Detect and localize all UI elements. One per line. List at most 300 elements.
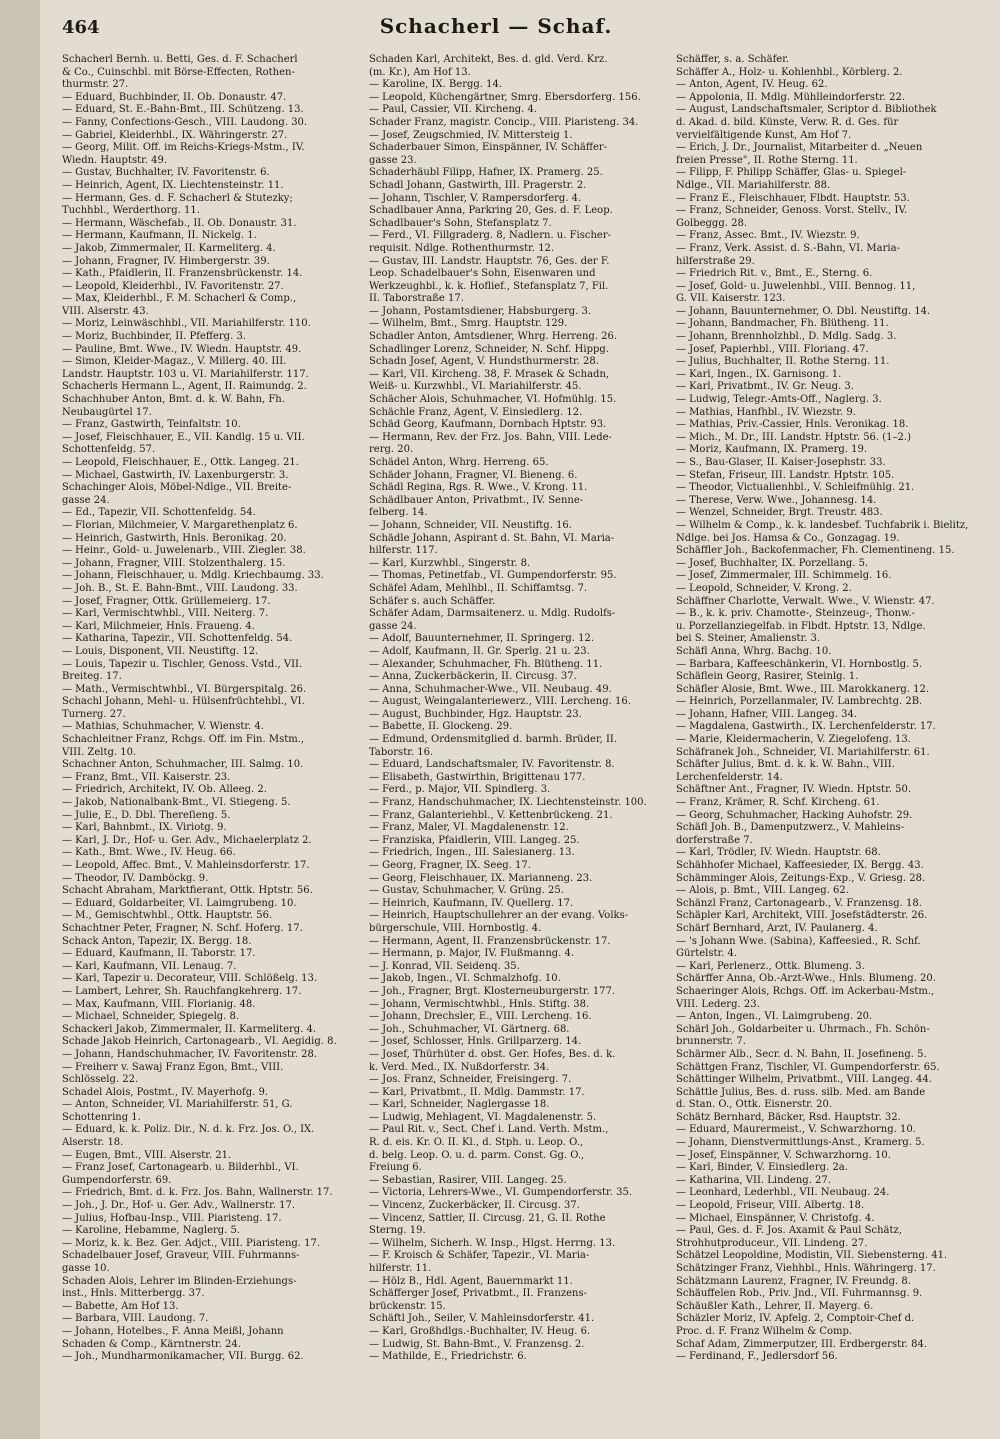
directory-entry-line: — Franz, Galanteriehbl., V. Kettenbrückeng. 21. xyxy=(369,809,613,821)
directory-entry-line: Schäflein Georg, Rasirer, Steinlg. 1. xyxy=(676,671,859,683)
directory-entry-line: Strohhutproduceur., VII. Lindeng. 27. xyxy=(676,1237,868,1249)
directory-entry-line: Weiß- u. Kurzwhbl., VI. Mariahilferstr. 45. xyxy=(369,381,582,393)
directory-entry-line: — Georg, Fragner, IX. Seeg. 17. xyxy=(369,860,531,871)
directory-entry-line: Golbeggg. 28. xyxy=(676,217,747,229)
directory-entry-line: — Leopold, Fleischhauer, E., Ottk. Langeg. 21. xyxy=(62,457,299,468)
directory-entry-line: — Franz, Verk. Assist. d. S.-Bahn, VI. Maria- xyxy=(676,242,900,254)
directory-entry-line: Schäd Georg, Kaufmann, Dornbach Hptstr. 93. xyxy=(369,419,607,431)
directory-entry-line: Schättgen Franz, Tischler, VI. Gumpendorferstr. 65. xyxy=(676,1061,940,1073)
directory-entry-line: — Karoline, IX. Bergg. 14. xyxy=(369,79,503,91)
directory-entry-line: brückenstr. 15. xyxy=(369,1300,446,1312)
directory-entry-line: — Pauline, Bmt. Wwe., IV. Wiedn. Hauptstr. 49. xyxy=(62,343,302,355)
directory-entry-line: — Georg, Fleischhauer, IX. Marianneng. 23. xyxy=(369,872,593,884)
directory-entry-line: Schack Anton, Tapezir, IX. Bergg. 18. xyxy=(62,935,252,947)
directory-entry-line: — Ferd., p. Major, VII. Spindlerg. 3. xyxy=(369,784,551,796)
directory-entry-line: — Franz, Maler, VI. Magdalenenstr. 12. xyxy=(369,822,569,834)
directory-entry-line: — Franz Josef, Cartonagearb. u. Bilderhbl., VI. xyxy=(62,1162,299,1174)
directory-entry-line: Ndlge. bei Jos. Hamsa & Co., Gonzagag. 19. xyxy=(676,532,900,544)
directory-entry-line: Schadl Johann, Gastwirth, III. Pragerstr. 2. xyxy=(369,179,587,191)
directory-entry-line: Schätzmann Laurenz, Fragner, IV. Freundg. 8. xyxy=(676,1275,911,1287)
directory-entry-line: — Eduard, k. k. Poliz. Dir., N. d. k. Frz. Jos. O., IX. xyxy=(62,1124,315,1136)
directory-entry-line: — Moriz, Kaufmann, IX. Pramerg. 19. xyxy=(676,444,868,456)
directory-entry-line: thurmstr. 27. xyxy=(62,79,129,91)
directory-entry-line: d. Stan. O., Ottk. Eisnerstr. 20. xyxy=(676,1099,833,1111)
directory-entry-line: Schächle Franz, Agent, V. Einsiedlerg. 12. xyxy=(369,406,583,418)
directory-entry-line: d. belg. Leop. O. u. d. parm. Const. Gg. O., xyxy=(369,1149,585,1161)
directory-columns xyxy=(62,54,990,1364)
directory-entry-line: Schadelbauer Josef, Graveur, VIII. Fuhrmanns- xyxy=(62,1250,300,1262)
directory-entry-line: — Math., Vermischtwhbl., VI. Bürgerspitalg. 26. xyxy=(62,683,307,695)
directory-entry-line: Schätzel Leopoldine, Modistin, VII. Siebensterng. 41. xyxy=(676,1250,948,1262)
directory-entry-line: — Anton, Schneider, VI. Mariahilferstr. 51, G. xyxy=(62,1099,293,1111)
directory-entry-line: — Anna, Schuhmacher-Wwe., VII. Neubaug. 49. xyxy=(369,683,612,695)
directory-entry-line: — Anton, Ingen., VI. Laimgrubeng. 20. xyxy=(676,1011,873,1023)
directory-entry-line: — Josef, Zimmermaler, III. Schimmelg. 16. xyxy=(676,570,892,582)
directory-entry-line: Schachinger Alois, Möbel-Ndlge., VII. Breite- xyxy=(62,482,292,494)
directory-entry-line: — Hermann, Kaufmann, II. Nickelg. 1. xyxy=(62,230,257,242)
directory-entry-line: — Eduard, Goldarbeiter, VI. Laimgrubeng. 10. xyxy=(62,897,297,909)
page-gutter xyxy=(0,0,40,1439)
directory-entry-line: — Moriz, Leinwäschhbl., VII. Mariahilferstr. 110. xyxy=(62,318,311,330)
directory-entry-line: Schärl Joh., Goldarbeiter u. Uhrmach., Fh. Schön- xyxy=(676,1023,930,1035)
directory-entry-line: — Victoria, Lehrers-Wwe., VI. Gumpendorferstr. 35. xyxy=(369,1187,632,1199)
directory-entry-line: bürgerschule, VIII. Hornbostlg. 4. xyxy=(369,922,542,934)
directory-entry-line: — Heinrich, Agent, IX. Liechtensteinstr. 11. xyxy=(62,179,284,191)
directory-entry-line: — Moriz, Buchbinder, II. Pfefferg. 3. xyxy=(62,331,246,343)
directory-entry-line: Schaderbauer Simon, Einspänner, IV. Schäffer- xyxy=(369,142,608,154)
directory-entry-line: VIII. Alserstr. 43. xyxy=(62,305,149,317)
directory-entry-line: — Wenzel, Schneider, Brgt. Treustr. 483. xyxy=(676,507,883,519)
directory-entry-line: — Lambert, Lehrer, Sh. Rauchfangkehrerg. 17. xyxy=(62,985,302,997)
directory-entry-line: — Fanny, Confections-Gesch., VIII. Laudong. 30. xyxy=(62,116,308,128)
directory-entry-line: Schaf Adam, Zimmerputzer, III. Erdbergerstr. 84. xyxy=(676,1338,928,1350)
directory-entry-line: Schäfel Adam, Mehlhbl., II. Schiffamtsg. 7. xyxy=(369,582,587,594)
directory-entry-line: — Joh., J. Dr., Hof- u. Ger. Adv., Wallnerstr. 17. xyxy=(62,1200,296,1212)
directory-entry-line: — Hermann, Agent, II. Franzensbrückenstr. 17. xyxy=(369,935,611,947)
directory-entry-line: — Johann, Hafner, VIII. Langeg. 34. xyxy=(676,708,858,720)
directory-entry-line: Gürtelstr. 4. xyxy=(676,948,738,960)
directory-entry-line: Schänzl Franz, Cartonagearb., V. Franzensg. 18. xyxy=(676,897,922,909)
directory-entry-line: Schachtner Peter, Fragner, N. Schf. Hoferg. 17. xyxy=(62,922,303,934)
directory-entry-line: Schadel Alois, Postmt., IV. Mayerhofg. 9. xyxy=(62,1086,269,1098)
directory-entry-line: — Johann, Schneider, VII. Neustiftg. 16. xyxy=(369,519,572,531)
directory-entry-line: — Eduard, Maurermeist., V. Schwarzhorng. 10. xyxy=(676,1124,916,1136)
directory-entry-line: — Josef, Fleischhauer, E., VII. Kandlg. 15 u. VII. xyxy=(62,431,305,443)
directory-entry-line: — Leopold, Friseur, VIII. Albertg. 18. xyxy=(676,1200,865,1212)
directory-entry-line: — Vincenz, Sattler, II. Circusg. 21, G. II. Rothe xyxy=(369,1212,606,1224)
directory-entry-line: — August, Buchbinder, Hgz. Hauptstr. 23. xyxy=(369,708,582,720)
column-3 xyxy=(676,54,977,1364)
directory-entry-line: — Heinrich, Porzellanmaler, IV. Lambrechtg. 2B. xyxy=(676,696,923,708)
directory-entry-line: — Louis, Tapezir u. Tischler, Genoss. Vstd., VII. xyxy=(62,658,303,670)
directory-entry-line: — M., Gemischtwhbl., Ottk. Hauptstr. 56. xyxy=(62,910,273,922)
directory-entry-line: — J. Konrad, VII. Seidenq. 35. xyxy=(369,960,520,972)
directory-entry-line: Schacherl Bernh. u. Betti, Ges. d. F. Schacherl xyxy=(62,54,298,65)
directory-entry-line: Gumpendorferstr. 69. xyxy=(62,1174,172,1186)
directory-entry-line: — Mathias, Priv.-Cassier, Hnls. Veronikag. 18. xyxy=(676,419,909,431)
directory-entry-line: — Friedrich Rit. v., Bmt., E., Sterng. 6. xyxy=(676,268,873,280)
directory-entry-line: Ndlge., VII. Mariahilferstr. 88. xyxy=(676,179,831,191)
directory-entry-line: hilferstr. 11. xyxy=(369,1263,432,1274)
directory-entry-line: — Karl, Bahnbmt., IX. Viriotg. 9. xyxy=(62,822,227,834)
directory-entry-line: — F. Kroisch & Schäfer, Tapezir., VI. Maria- xyxy=(369,1250,590,1262)
directory-entry-line: — Marie, Kleidermacherin, V. Ziegelofeng. 13. xyxy=(676,734,911,746)
directory-entry-line: — Joh., Mundharmonikamacher, VII. Burgg. 62. xyxy=(62,1351,304,1363)
directory-entry-line: Schachhuber Anton, Bmt. d. k. W. Bahn, Fh. xyxy=(62,394,285,406)
directory-entry-line: — Karl, Tapezir u. Decorateur, VIII. Schlößelg. 13. xyxy=(62,973,318,985)
directory-entry-line: G. VII. Kaiserstr. 123. xyxy=(676,293,786,305)
directory-entry-line: Landstr. Hauptstr. 103 u. VI. Mariahilferstr. 117. xyxy=(62,368,309,380)
directory-entry-line: Neubaugürtel 17. xyxy=(62,406,152,418)
directory-entry-line: — Johann, Fragner, IV. Himbergerstr. 39. xyxy=(62,255,270,267)
directory-entry-line: — Paul, Cassier, VII. Kircheng. 4. xyxy=(369,104,538,116)
directory-entry-line: Schäfferger Josef, Privatbmt., II. Franzens- xyxy=(369,1288,588,1300)
directory-entry-line: — Michael, Gastwirth, IV. Laxenburgerstr. 3. xyxy=(62,469,289,481)
directory-entry-line: — Josef, Buchhalter, IX. Porzellang. 5. xyxy=(676,557,869,569)
directory-entry-line: — Jakob, Zimmermaler, II. Karmeliterg. 4. xyxy=(62,242,276,254)
directory-entry-line: — Mathilde, E., Friedrichstr. 6. xyxy=(369,1351,527,1363)
directory-entry-line: Schäffler Joh., Backofenmacher, Fh. Clementineng. 15. xyxy=(676,545,955,557)
directory-entry-line: — Barbara, VIII. Laudong. 7. xyxy=(62,1313,209,1325)
directory-entry-line: Schottenfeldg. 57. xyxy=(62,444,156,456)
directory-entry-line: — Hermann, Ges. d. F. Schacherl & Stutezky; xyxy=(62,192,293,204)
directory-entry-line: — Appolonia, II. Mdlg. Mühlleindorferstr. 22. xyxy=(676,91,906,103)
directory-entry-line: — Ludwig, Mehlagent, VI. Magdalenenstr. 5. xyxy=(369,1111,597,1123)
directory-entry-line: — Eduard, Kaufmann, II. Taborstr. 17. xyxy=(62,948,256,960)
directory-entry-line: Schäfer Adam, Darmsaitenerz. u. Mdlg. Rudolfs- xyxy=(369,608,616,620)
directory-entry-line: inst., Hnls. Mitterbergg. 37. xyxy=(62,1288,205,1300)
directory-entry-line: requisit. Ndlge. Rothenthurmstr. 12. xyxy=(369,242,555,254)
directory-entry-line: — Gabriel, Kleiderhbl., IX. Währingerstr. 27. xyxy=(62,129,288,141)
directory-entry-line: — Josef, Zeugschmied, IV. Mittersteig 1. xyxy=(369,129,573,141)
directory-entry-line: — Eduard, St. E.-Bahn-Bmt., III. Schützeng. 13. xyxy=(62,104,304,116)
directory-entry-line: hilferstr. 117. xyxy=(369,545,438,557)
directory-entry-line: — Paul Rit. v., Sect. Chef i. Land. Verth. Mstm., xyxy=(369,1124,609,1136)
directory-entry-line: Proc. d. F. Franz Wilhelm & Comp. xyxy=(676,1325,853,1337)
directory-entry-line: — Hermann, Wäschefab., II. Ob. Donaustr. 31. xyxy=(62,217,297,229)
directory-entry-line: — Vincenz, Zuckerbäcker, II. Circusg. 37. xyxy=(369,1200,580,1212)
directory-entry-line: Schäuffelen Rob., Priv. Jnd., VII. Fuhrmannsg. 9. xyxy=(676,1288,923,1300)
directory-entry-line: — Georg, Milit. Off. im Reichs-Kriegs-Mstm., IV. xyxy=(62,142,305,154)
directory-entry-line: — Franziska, Pfaidlerin, VIII. Langeg. 25. xyxy=(369,834,580,846)
directory-entry-line: — Louis, Disponent, VII. Neustiftg. 12. xyxy=(62,645,259,657)
directory-entry-line: — Johann, Bandmacher, Fh. Blütheng. 11. xyxy=(676,318,889,330)
directory-entry-line: — Heinrich, Gastwirth, Hnls. Beronikag. 20. xyxy=(62,532,287,544)
directory-entry-line: Schäpler Karl, Architekt, VIII. Josefstädterstr. 26. xyxy=(676,910,928,922)
directory-entry-line: — Friedrich, Architekt, IV. Ob. Alleeg. 2. xyxy=(62,784,267,796)
directory-entry-line: — Gustav, III. Landstr. Hauptstr. 76, Ges. der F. xyxy=(369,255,610,267)
directory-entry-line: Schadlinger Lorenz, Schneider, N. Schf. Hippg. xyxy=(369,343,609,355)
directory-entry-line: — Karl, Milchmeier, Hnls. Fraueng. 4. xyxy=(62,620,255,632)
directory-entry-line: gasse 24. xyxy=(369,620,417,632)
directory-entry-line: — Johann, Dienstvermittlungs-Anst., Kramerg. 5. xyxy=(676,1137,925,1149)
directory-entry-line: — Jos. Franz, Schneider, Freisingerg. 7. xyxy=(369,1074,572,1086)
directory-entry-line: VIII. Lederg. 23. xyxy=(676,998,760,1010)
directory-entry-line: — Johann, Drechsler, E., VIII. Lercheng. 16. xyxy=(369,1011,592,1023)
directory-entry-line: VIII. Zeltg. 10. xyxy=(62,746,137,758)
directory-entry-line: & Co., Cuinschbl. mit Börse-Effecten, Rothen- xyxy=(62,66,295,78)
directory-entry-line: — Erich, J. Dr., Journalist, Mitarbeiter d. „Neuen xyxy=(676,142,923,154)
directory-entry-line: Schäfl Joh. B., Damenputzwerz., V. Mahleins- xyxy=(676,822,905,834)
directory-entry-line: vervielfältigende Kunst, Am Hof 7. xyxy=(676,129,852,141)
directory-entry-line: — Paul, Ges. d. F. Jos. Axamit & Paul Schätz, xyxy=(676,1225,902,1237)
directory-entry-line: Schädel Anton, Whrg. Herreng. 65. xyxy=(369,457,549,468)
directory-entry-line: Schachl Johann, Mehl- u. Hülsenfrüchtehbl., VI. xyxy=(62,696,305,708)
directory-entry-line: Schäfranek Joh., Schneider, VI. Mariahilferstr. 61. xyxy=(676,746,930,758)
directory-entry-line: — Franz, Schneider, Genoss. Vorst. Stellv., IV. xyxy=(676,205,908,217)
directory-entry-line: Schärffer Anna, Ob.-Arzt-Wwe., Hnls. Blumeng. 20. xyxy=(676,973,936,985)
directory-entry-line: — Freiherr v. Sawaj Franz Egon, Bmt., VIII. xyxy=(62,1061,284,1073)
directory-entry-line: — Georg, Schuhmacher, Hacking Auhofstr. 29. xyxy=(676,809,913,821)
directory-entry-line: — Barbara, Kaffeeschänkerin, VI. Hornbostlg. 5. xyxy=(676,658,922,670)
directory-entry-line: — Katharina, VII. Lindeng. 27. xyxy=(676,1174,831,1186)
directory-entry-line: — Josef, Schlosser, Hnls. Grillparzerg. 14. xyxy=(369,1036,582,1048)
directory-entry-line: — Stefan, Friseur, III. Landstr. Hptstr. 105. xyxy=(676,469,895,481)
directory-entry-line: — Michael, Schneider, Spiegelg. 8. xyxy=(62,1011,240,1023)
directory-entry-line: Schadn Josef, Agent, V. Hundsthurmerstr. 28. xyxy=(369,356,599,368)
directory-entry-line: — Josef, Einspänner, V. Schwarzhorng. 10. xyxy=(676,1149,891,1161)
directory-entry-line: Schätzinger Franz, Viehhbl., Hnls. Währingerg. 17. xyxy=(676,1263,936,1274)
directory-entry-line: — Moriz, k. k. Bez. Ger. Adjct., VIII. Piaristeng. 17. xyxy=(62,1237,321,1249)
directory-entry-line: — Joh., Fragner, Brgt. Klosterneuburgerstr. 177. xyxy=(369,985,616,997)
directory-entry-line: — Wilhelm & Comp., k. k. landesbef. Tuchfabrik i. Bielitz, xyxy=(676,519,969,531)
directory-entry-line: — Leopold, Affec. Bmt., V. Mahleinsdorferstr. 17. xyxy=(62,860,310,871)
directory-entry-line: — Karl, Binder, V. Einsiedlerg. 2a. xyxy=(676,1162,848,1174)
directory-entry-line: Breiteg. 17. xyxy=(62,671,122,683)
directory-entry-line: Schaden & Comp., Kärntnerstr. 24. xyxy=(62,1338,241,1350)
directory-entry-line: Schaeringer Alois, Rchgs. Off. im Ackerbau-Mstm., xyxy=(676,985,935,997)
directory-entry-line: Schadler Anton, Amtsdiener, Whrg. Herreng. 26. xyxy=(369,331,618,343)
directory-entry-line: — Karl, Privatbmt., II. Mdlg. Dammstr. 17. xyxy=(369,1086,585,1098)
directory-entry-line: Schadlbauer's Sohn, Stefansplatz 7. xyxy=(369,217,552,229)
directory-entry-line: Lerchenfelderstr. 14. xyxy=(676,771,783,783)
directory-entry-line: — August, Weingalanteriewerz., VIII. Lercheng. 16. xyxy=(369,696,631,708)
directory-entry-line: brunnerstr. 7. xyxy=(676,1036,746,1048)
directory-entry-line: Schachleitner Franz, Rchgs. Off. im Fin. Mstm., xyxy=(62,734,305,746)
directory-entry-line: — Franz E., Fleischhauer, Flbdt. Hauptstr. 53. xyxy=(676,192,910,204)
directory-entry-line: — Franz, Krämer, R. Schf. Kircheng. 61. xyxy=(676,797,880,809)
directory-entry-line: rerg. 20. xyxy=(369,444,414,456)
directory-entry-line: Schämminger Alois, Zeitungs-Exp., V. Griesg. 28. xyxy=(676,872,926,884)
directory-entry-line: — Johann, Postamtsdiener, Habsburgerg. 3. xyxy=(369,305,592,317)
directory-entry-line: Schaden Alois, Lehrer im Blinden-Erziehungs- xyxy=(62,1275,297,1287)
directory-entry-line: Schader Franz, magistr. Concip., VIII. Piaristeng. 34. xyxy=(369,116,639,128)
directory-entry-line: — Theodor, IV. Damböckg. 9. xyxy=(62,872,209,884)
directory-entry-line: Werkzeughbl., k. k. Hoflief., Stefansplatz 7, Fil. xyxy=(369,280,609,292)
directory-entry-line: — Franz, Handschuhmacher, IX. Liechtensteinstr. 100. xyxy=(369,797,647,809)
directory-entry-line: — Joh. B., St. E. Bahn-Bmt., VIII. Laudong. 33. xyxy=(62,582,298,594)
directory-entry-line: — Leopold, Küchengärtner, Smrg. Ebersdorferg. 156. xyxy=(369,91,641,103)
directory-entry-line: Schäffer A., Holz- u. Kohlenhbl., Körblerg. 2. xyxy=(676,66,903,78)
directory-entry-line: — Magdalena, Gastwirth., IX. Lerchenfelderstr. 17. xyxy=(676,721,936,733)
directory-entry-line: Freiung 6. xyxy=(369,1162,422,1174)
directory-entry-line: — Heinrich, Hauptschullehrer an der evang. Volks- xyxy=(369,910,629,922)
directory-entry-line: — Therese, Verw. Wwe., Johannesg. 14. xyxy=(676,494,877,506)
directory-entry-line: — Julie, E., D. Dbl. Thereſieng. 5. xyxy=(62,809,231,821)
page-number: 464 xyxy=(62,17,100,38)
directory-entry-line: Schäftl Joh., Seiler, V. Mahleinsdorferstr. 41. xyxy=(369,1313,595,1325)
directory-entry-line: — Friedrich, Bmt. d. k. Frz. Jos. Bahn, Wallnerstr. 17. xyxy=(62,1187,333,1199)
directory-entry-line: Alserstr. 18. xyxy=(62,1137,124,1149)
directory-entry-line: — Eugen, Bmt., VIII. Alserstr. 21. xyxy=(62,1149,232,1161)
directory-entry-line: — Johann, Vermischtwhbl., Hnls. Stiftg. 38. xyxy=(369,998,590,1010)
directory-entry-line: Leop. Schadelbauer's Sohn, Eisenwaren und xyxy=(369,268,596,280)
directory-entry-line: (m. Kr.), Am Hof 13. xyxy=(369,66,471,78)
directory-entry-line: Schottenring 1. xyxy=(62,1111,141,1123)
directory-entry-line: — Karoline, Hebamme, Naglerg. 5. xyxy=(62,1225,241,1237)
directory-entry-line: — Heinr., Gold- u. Juwelenarb., VIII. Ziegler. 38. xyxy=(62,545,306,557)
directory-entry-line: — Josef, Thürhüter d. obst. Ger. Hofes, Bes. d. k. xyxy=(369,1048,616,1060)
directory-entry-line: Schaden Karl, Architekt, Bes. d. gld. Verd. Krz. xyxy=(369,54,608,65)
directory-entry-line: — Johann, Brennholzhbl., D. Mdlg. Sadg. 3. xyxy=(676,331,897,343)
directory-entry-line: gasse 24. xyxy=(62,494,110,506)
directory-entry-line: — Mathias, Hanfhbl., IV. Wiezstr. 9. xyxy=(676,406,856,418)
directory-entry-line: — Ferdinand, F., Jedlersdorf 56. xyxy=(676,1351,838,1363)
directory-entry-line: R. d. eis. Kr. O. II. Kl., d. Stph. u. Leop. O., xyxy=(369,1137,584,1149)
directory-entry-line: — Sebastian, Rasirer, VIII. Langeg. 25. xyxy=(369,1174,567,1186)
directory-entry-line: — Babette, Am Hof 13. xyxy=(62,1300,179,1312)
directory-entry-line: gasse 10. xyxy=(62,1263,110,1274)
directory-entry-line: — Edmund, Ordensmitglied d. barmh. Brüder, II. xyxy=(369,734,618,746)
directory-entry-line: — Leopold, Kleiderhbl., IV. Favoritenstr. 27. xyxy=(62,280,284,292)
directory-entry-line: Taborstr. 16. xyxy=(369,746,434,758)
directory-entry-line: Schädle Johann, Aspirant d. St. Bahn, VI. Maria- xyxy=(369,532,615,544)
directory-entry-line: Schädl Regina, Rgs. R. Wwe., V. Krong. 11. xyxy=(369,482,588,494)
directory-entry-line: — Johann, Fragner, VIII. Stolzenthalerg. 15. xyxy=(62,557,286,569)
directory-entry-line: — Karl, VII. Kircheng. 38, F. Mrasek & Schadn, xyxy=(369,368,610,380)
directory-entry-line: — Florian, Milchmeier, V. Margarethenplatz 6. xyxy=(62,519,298,531)
directory-entry-line: Schacherls Hermann L., Agent, II. Raimundg. 2. xyxy=(62,381,307,393)
directory-entry-line: gasse 23. xyxy=(369,154,417,166)
directory-entry-line: Schähhofer Michael, Kaffeesieder, IX. Bergg. 43. xyxy=(676,860,924,871)
directory-entry-line: — Karl, Schneider, Naglergasse 18. xyxy=(369,1099,550,1111)
directory-entry-line: — Johann, Handschuhmacher, IV. Favoritenstr. 28. xyxy=(62,1048,317,1060)
directory-entry-line: — Josef, Fragner, Ottk. Grüllemeierg. 17. xyxy=(62,595,271,607)
directory-entry-line: — Josef, Papierhbl., VIII. Floriang. 47. xyxy=(676,343,869,355)
directory-entry-line: Schade Jakob Heinrich, Cartonagearb., VI. Aegidig. 8. xyxy=(62,1036,337,1048)
directory-entry-line: Schättinger Wilhelm, Privatbmt., VIII. Langeg. 44. xyxy=(676,1074,932,1086)
directory-entry-line: — Karl, Trödler, IV. Wiedn. Hauptstr. 68. xyxy=(676,847,881,859)
directory-entry-line: — Kath., Bmt. Wwe., IV. Heug. 66. xyxy=(62,847,236,859)
directory-entry-line: — Babette, II. Glockeng. 29. xyxy=(369,721,513,733)
directory-entry-line: — Karl, Großhdlgs.-Buchhalter, IV. Heug. 6. xyxy=(369,1325,591,1337)
directory-entry-line: — Friedrich, Ingen., III. Salesianerg. 13. xyxy=(369,847,575,859)
directory-entry-line: — Gustav, Schuhmacher, V. Grüng. 25. xyxy=(369,885,564,897)
page-title: Schacherl — Schaf. xyxy=(379,14,613,38)
directory-entry-line: — S., Bau-Glaser, II. Kaiser-Josephstr. 33. xyxy=(676,457,886,468)
directory-entry-line: — Hermann, p. Major, IV. Flußmanng. 4. xyxy=(369,948,575,960)
directory-entry-line: — Wilhelm, Bmt., Smrg. Hauptstr. 129. xyxy=(369,318,568,330)
directory-entry-line: — Adolf, Bauunternehmer, II. Springerg. 12. xyxy=(369,633,594,645)
directory-entry-line: — Johann, Hotelbes., F. Anna Meißl, Johann xyxy=(62,1325,284,1337)
directory-entry-line: — Simon, Kleider-Magaz., V. Millerg. 40. III. xyxy=(62,356,287,368)
directory-entry-line: — Ludwig, Telegr.-Amts-Off., Naglerg. 3. xyxy=(676,394,882,406)
directory-entry-line: — Anna, Zuckerbäckerin, II. Circusg. 37. xyxy=(369,671,577,683)
directory-entry-line: Schäffer, s. a. Schäfer. xyxy=(676,54,790,65)
directory-entry-line: u. Porzellanziegelfab. in Flbdt. Hptstr. 13, Ndlge. xyxy=(676,620,926,632)
directory-entry-line: freien Presse", II. Rothe Sterng. 11. xyxy=(676,154,858,166)
directory-entry-line: — Katharina, Tapezir., VII. Schottenfeldg. 54. xyxy=(62,633,293,645)
column-2 xyxy=(369,54,670,1364)
directory-entry-line: — Mich., M. Dr., III. Landstr. Hptstr. 56. (1–2.) xyxy=(676,431,911,443)
directory-entry-line: Schadlbauer Anna, Parkring 20, Ges. d. F. Leop. xyxy=(369,205,613,217)
directory-entry-line: Schädlbauer Anton, Privatbmt., IV. Senne- xyxy=(369,494,584,506)
directory-entry-line: — Ludwig, St. Bahn-Bmt., V. Franzensg. 2. xyxy=(369,1338,585,1350)
directory-entry-line: — Johann, Bauunternehmer, O. Dbl. Neustiftg. 14. xyxy=(676,305,931,317)
directory-entry-line: Schätz Bernhard, Bäcker, Rsd. Hauptstr. 32. xyxy=(676,1111,901,1123)
directory-entry-line: — Karl, Perlenerz., Ottk. Blumeng. 3. xyxy=(676,960,865,972)
directory-entry-line: — Franz, Bmt., VII. Kaiserstr. 23. xyxy=(62,771,231,783)
directory-entry-line: — Karl, Kaufmann, VII. Lenaug. 7. xyxy=(62,960,237,972)
directory-entry-line: — Hölz B., Hdl. Agent, Bauernmarkt 11. xyxy=(369,1275,573,1287)
directory-entry-line: Schaderhäubl Filipp, Hafner, IX. Pramerg. 25. xyxy=(369,167,603,179)
directory-entry-line: — Josef, Gold- u. Juwelenhbl., VIII. Bennog. 11, xyxy=(676,280,916,292)
directory-entry-line: — Eduard, Landschaftsmaler, IV. Favoritenstr. 8. xyxy=(369,759,615,771)
directory-entry-line: Schäfter Julius, Bmt. d. k. k. W. Bahn., VIII. xyxy=(676,759,895,771)
directory-entry-line: — Johann, Fleischhauer, u. Mdlg. Kriechbaumg. 33. xyxy=(62,570,324,582)
directory-entry-line: — Hermann, Rev. der Frz. Jos. Bahn, VIII. Lede- xyxy=(369,431,612,443)
directory-entry-line: — Karl, Ingen., IX. Garnisong. 1. xyxy=(676,368,842,380)
directory-entry-line: — Max, Kaufmann, VIII. Florianig. 48. xyxy=(62,998,256,1010)
directory-entry-line: — Max, Kleiderhbl., F. M. Schacherl & Comp., xyxy=(62,293,297,305)
directory-entry-line: felberg. 14. xyxy=(369,507,428,519)
directory-entry-line: — Elisabeth, Gastwirthin, Brigittenau 177. xyxy=(369,771,586,783)
directory-entry-line: — Alexander, Schuhmacher, Fh. Blütheng. 11. xyxy=(369,658,603,670)
directory-entry-line: — Eduard, Buchbinder, II. Ob. Donaustr. 47. xyxy=(62,91,287,103)
directory-entry-line: dorferstraße 7. xyxy=(676,834,753,846)
directory-entry-line: — August, Landschaftsmaler, Scriptor d. Bibliothek xyxy=(676,104,937,116)
directory-entry-line: — Adolf, Kaufmann, II. Gr. Sperlg. 21 u. 23. xyxy=(369,645,590,657)
directory-entry-line: — Theodor, Victualienhbl., V. Schleifmühlg. 21. xyxy=(676,482,915,494)
directory-entry-line: II. Taborstraße 17. xyxy=(369,293,464,305)
directory-entry-line: Schacht Abraham, Marktfierant, Ottk. Hptstr. 56. xyxy=(62,885,313,897)
directory-entry-line: — Jakob, Ingen., VI. Schmalzhofg. 10. xyxy=(369,973,561,985)
directory-entry-line: hilferstraße 29. xyxy=(676,255,755,267)
directory-entry-line: — Gustav, Buchhalter, IV. Favoritenstr. 6. xyxy=(62,167,270,179)
directory-entry-line: — Leonhard, Lederhbl., VII. Neubaug. 24. xyxy=(676,1187,890,1199)
directory-entry-line: Sterng. 19. xyxy=(369,1225,426,1237)
directory-entry-line: Schachner Anton, Schuhmacher, III. Salmg. 10. xyxy=(62,759,304,771)
directory-entry-line: — Karl, J. Dr., Hof- u. Ger. Adv., Michaelerplatz 2. xyxy=(62,834,312,846)
directory-entry-line: — Johann, Tischler, V. Rampersdorferg. 4. xyxy=(369,192,582,204)
directory-entry-line: — Mathias, Schuhmacher, V. Wienstr. 4. xyxy=(62,721,264,733)
directory-entry-line: Tuchhbl., Werderthorg. 11. xyxy=(62,205,200,217)
directory-entry-line: Schäftner Ant., Fragner, IV. Wiedn. Hptstr. 50. xyxy=(676,784,912,796)
directory-entry-line: — 's Johann Wwe. (Sabina), Kaffeesied., R. Schf. xyxy=(676,935,921,947)
directory-entry-line: Schäffner Charlotte, Verwalt. Wwe., V. Wienstr. 47. xyxy=(676,595,935,607)
directory-entry-line: Schäzler Moriz, IV. Apfelg. 2, Comptoir-Chef d. xyxy=(676,1313,915,1325)
directory-entry-line: Schäfl Anna, Whrg. Bachg. 10. xyxy=(676,645,832,657)
directory-entry-line: Schäder Johann, Fragner, VI. Bieneng. 6. xyxy=(369,469,578,481)
directory-entry-line: — Franz, Assec. Bmt., IV. Wiezstr. 9. xyxy=(676,230,860,242)
directory-entry-line: — Karl, Kurzwhbl., Singerstr. 8. xyxy=(369,557,531,569)
directory-entry-line: Wiedn. Hauptstr. 49. xyxy=(62,154,168,166)
directory-entry-line: — Julius, Hofbau-Insp., VIII. Piaristeng. 17. xyxy=(62,1212,282,1224)
directory-entry-line: Schäfer s. auch Schäffer. xyxy=(369,595,496,607)
directory-entry-line: d. Akad. d. bild. Künste, Verw. R. d. Ges. für xyxy=(676,116,899,128)
directory-entry-line: — Ferd., VI. Fillgraderg. 8, Nadlern. u. Fischer- xyxy=(369,230,611,242)
directory-entry-line: — Kath., Pfaidlerin, II. Franzensbrückenstr. 14. xyxy=(62,268,303,280)
directory-entry-line: Schäußler Kath., Lehrer, II. Mayerg. 6. xyxy=(676,1300,874,1312)
directory-entry-line: — Franz, Gastwirth, Teinfaltstr. 10. xyxy=(62,419,241,431)
directory-entry-line: — Joh., Schuhmacher, VI. Gärtnerg. 68. xyxy=(369,1023,570,1035)
directory-entry-line: Schackerl Jakob, Zimmermaler, II. Karmeliterg. 4. xyxy=(62,1023,317,1035)
directory-entry-line: Schättle Julius, Bes. d. russ. silb. Med. am Bande xyxy=(676,1086,926,1098)
directory-entry-line: — Jakob, Nationalbank-Bmt., VI. Stiegeng. 5. xyxy=(62,797,291,809)
directory-entry-line: — B., k. k. priv. Chamotte-, Steinzeug-, Thonw.- xyxy=(676,608,916,620)
directory-entry-line: — Anton, Agent, IV. Heug. 62. xyxy=(676,79,828,91)
directory-entry-line: Schäfler Alosie, Bmt. Wwe., III. Marokkanerg. 12. xyxy=(676,683,930,695)
